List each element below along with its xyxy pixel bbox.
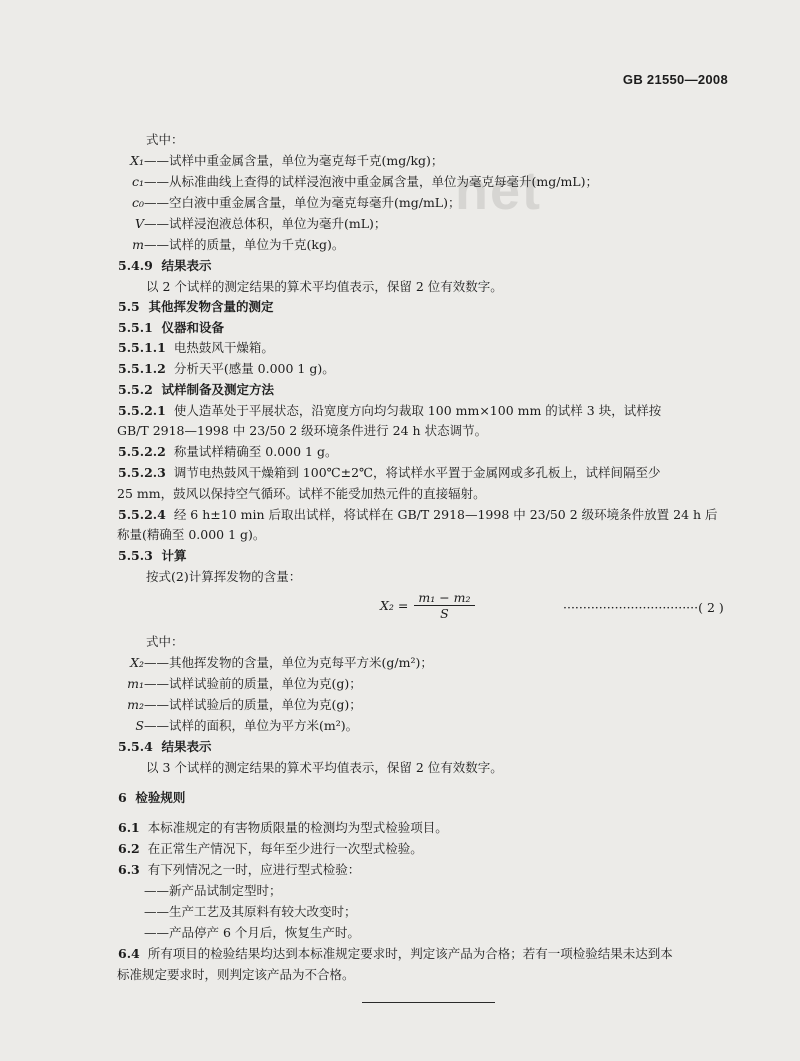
formula bbox=[380, 590, 475, 621]
paragraph: 6.1 本标准规定的有害物质限量的检测均为型式检验项目。 bbox=[118, 820, 448, 835]
formula-numerator: m₁ − m₂ bbox=[414, 590, 474, 606]
chapter-heading: 6 检验规则 bbox=[118, 790, 186, 805]
standard-number: GB 21550—2008 bbox=[622, 72, 728, 87]
section-heading: 5.5 其他挥发物含量的测定 bbox=[118, 299, 274, 314]
symbol-definition: m₁——试样试验前的质量，单位为克(g)； bbox=[127, 676, 362, 691]
symbol-definition: X₁——试样中重金属含量，单位为毫克每千克(mg/kg)； bbox=[130, 153, 444, 168]
paragraph: 5.5.2.4 经 6 h±10 min 后取出试样，将试样在 GB/T 2918—1998 中 23/50 2 级环境条件放置 24 h 后 bbox=[118, 507, 718, 522]
formula-number: ··································( 2 ) bbox=[563, 600, 724, 615]
paragraph: 5.5.2.3 调节电热鼓风干燥箱到 100℃±2℃，将试样水平置于金属网或多孔板上，试样间隔至少 bbox=[118, 465, 661, 480]
paragraph: 5.5.2.1 使人造革处于平展状态，沿宽度方向均匀裁取 100 mm×100 mm 的试样 3 块，试样按 bbox=[118, 403, 662, 418]
paragraph-continuation: 称量(精确至 0.000 1 g)。 bbox=[117, 527, 266, 542]
section-heading: 5.5.3 计算 bbox=[118, 548, 187, 563]
formula-lhs: X₂ = bbox=[380, 598, 409, 613]
paragraph: 以 2 个试样的测定结果的算术平均值表示，保留 2 位有效数字。 bbox=[146, 279, 503, 294]
list-item: ——产品停产 6 个月后，恢复生产时。 bbox=[144, 925, 360, 940]
symbol-definition: m——试样的质量，单位为千克(kg)。 bbox=[132, 237, 345, 252]
paragraph: 按式(2)计算挥发物的含量： bbox=[146, 569, 302, 584]
paragraph: 6.3 有下列情况之一时，应进行型式检验： bbox=[118, 862, 361, 877]
paragraph-continuation: 标准规定要求时，则判定该产品为不合格。 bbox=[117, 967, 355, 982]
section-heading: 5.5.1 仪器和设备 bbox=[118, 320, 225, 335]
list-item: ——生产工艺及其原料有较大改变时； bbox=[144, 904, 357, 919]
section-heading: 5.5.2 试样制备及测定方法 bbox=[118, 382, 275, 397]
symbol-definition: m₂——试样试验后的质量，单位为克(g)； bbox=[127, 697, 362, 712]
where-label: 式中： bbox=[146, 634, 184, 649]
paragraph-continuation: 25 mm，鼓风以保持空气循环。试样不能受加热元件的直接辐射。 bbox=[117, 486, 486, 501]
paragraph: 5.5.1.2 分析天平(感量 0.000 1 g)。 bbox=[118, 361, 335, 376]
paragraph: 6.2 在正常生产情况下，每年至少进行一次型式检验。 bbox=[118, 841, 423, 856]
symbol-definition: c₀——空白液中重金属含量，单位为毫克每毫升(mg/mL)； bbox=[131, 195, 461, 210]
paragraph: 5.5.1.1 电热鼓风干燥箱。 bbox=[118, 340, 274, 355]
paragraph: 6.4 所有项目的检验结果均达到本标准规定要求时，判定该产品为合格；若有一项检验结果未达到本 bbox=[118, 946, 673, 961]
symbol-definition: V——试样浸泡液总体积，单位为毫升(mL)； bbox=[134, 216, 387, 231]
watermark: net bbox=[455, 161, 542, 221]
paragraph: 以 3 个试样的测定结果的算术平均值表示，保留 2 位有效数字。 bbox=[146, 760, 503, 775]
symbol-definition: X₂——其他挥发物的含量，单位为克每平方米(g/m²)； bbox=[130, 655, 433, 670]
symbol-definition: S——试样的面积，单位为平方米(m²)。 bbox=[135, 718, 359, 733]
symbol-definition: c₁——从标准曲线上查得的试样浸泡液中重金属含量，单位为毫克每毫升(mg/mL)； bbox=[131, 174, 598, 189]
end-rule bbox=[362, 1002, 495, 1003]
paragraph: 5.5.2.2 称量试样精确至 0.000 1 g。 bbox=[118, 444, 338, 459]
formula-denominator: S bbox=[440, 606, 449, 621]
section-heading: 5.5.4 结果表示 bbox=[118, 739, 212, 754]
paragraph-continuation: GB/T 2918—1998 中 23/50 2 级环境条件进行 24 h 状态调节。 bbox=[117, 423, 488, 438]
list-item: ——新产品试制定型时； bbox=[144, 883, 282, 898]
formula-fraction bbox=[414, 590, 474, 621]
section-heading: 5.4.9 结果表示 bbox=[118, 258, 212, 273]
where-label: 式中： bbox=[146, 132, 184, 147]
